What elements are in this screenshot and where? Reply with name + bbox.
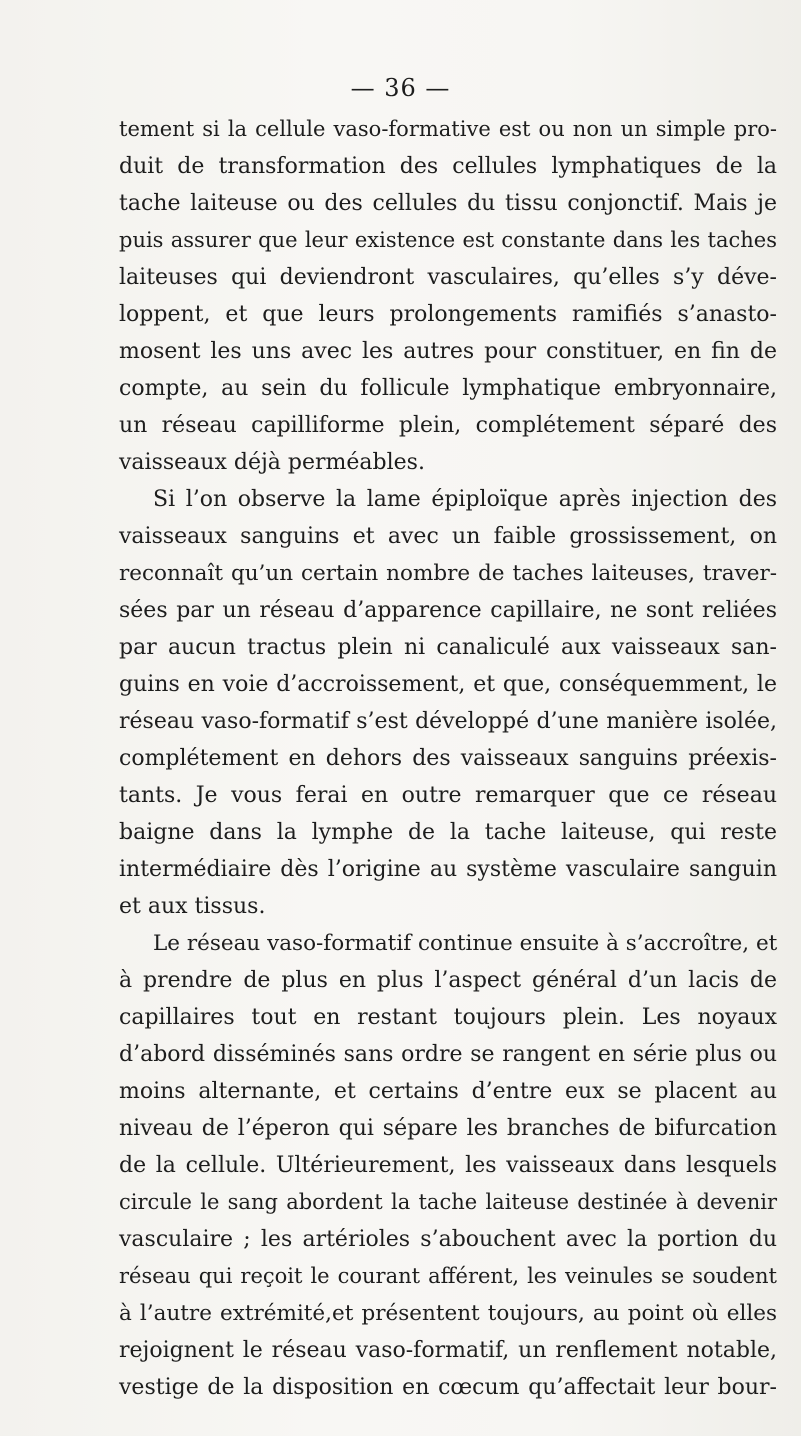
text-line: par aucun tractus plein ni canaliculé aux vaisseaux san-	[119, 635, 777, 660]
text-line: à prendre de plus en plus l’aspect général d’un lacis de	[119, 968, 777, 993]
text-line: de la cellule. Ultérieurement, les vaisseaux dans lesquels	[119, 1153, 777, 1178]
text-line: reconnaît qu’un certain nombre de taches laiteuses, traver-	[119, 561, 777, 586]
text-line: baigne dans la lymphe de la tache laiteuse, qui reste	[119, 820, 777, 845]
text-line: d’abord disséminés sans ordre se rangent en série plus ou	[119, 1042, 777, 1067]
text-line: et aux tissus.	[119, 894, 266, 919]
text-line: complétement en dehors des vaisseaux sanguins préexis-	[119, 746, 777, 771]
text-line: laiteuses qui deviendront vasculaires, qu’elles s’y déve-	[119, 265, 777, 290]
text-line: guins en voie d’accroissement, et que, conséquemment, le	[119, 672, 777, 697]
text-line: Si l’on observe la lame épiploïque après injection des	[153, 487, 777, 512]
text-line: vestige de la disposition en cœcum qu’affectait leur bour-	[119, 1375, 777, 1400]
text-line: tache laiteuse ou des cellules du tissu conjonctif. Mais je	[119, 191, 777, 216]
text-line: tants. Je vous ferai en outre remarquer que ce réseau	[119, 783, 777, 808]
text-line: vaisseaux déjà perméables.	[119, 450, 425, 475]
text-line: loppent, et que leurs prolongements ramifiés s’anasto-	[119, 302, 777, 327]
text-line: mosent les uns avec les autres pour constituer, en fin de	[119, 339, 777, 364]
text-line: compte, au sein du follicule lymphatique embryonnaire,	[119, 376, 777, 401]
text-line: niveau de l’éperon qui sépare les branches de bifurcation	[119, 1116, 777, 1141]
text-line: circule le sang abordent la tache laiteuse destinée à devenir	[119, 1190, 777, 1214]
text-line: rejoignent le réseau vaso-formatif, un renflement notable,	[119, 1338, 777, 1363]
text-line: duit de transformation des cellules lymphatiques de la	[119, 154, 777, 179]
text-line: intermédiaire dès l’origine au système vasculaire sanguin	[119, 857, 777, 882]
text-line: moins alternante, et certains d’entre eux se placent au	[119, 1079, 777, 1104]
page-number: — 36 —	[350, 74, 451, 102]
body-text	[119, 111, 777, 1406]
text-line: sées par un réseau d’apparence capillaire, ne sont reliées	[119, 598, 777, 623]
text-line: réseau vaso-formatif s’est développé d’une manière isolée,	[119, 709, 777, 734]
text-line: réseau qui reçoit le courant afférent, les veinules se soudent	[119, 1264, 777, 1288]
text-line: à l’autre extrémité,et présentent toujours, au point où elles	[119, 1301, 777, 1326]
text-line: capillaires tout en restant toujours plein. Les noyaux	[119, 1005, 777, 1030]
text-line: un réseau capilliforme plein, complétement séparé des	[119, 413, 777, 438]
text-line: puis assurer que leur existence est constante dans les taches	[119, 228, 777, 252]
text-line: Le réseau vaso-formatif continue ensuite à s’accroître, et	[153, 931, 778, 956]
text-line: tement si la cellule vaso-formative est ou non un simple pro-	[119, 117, 777, 141]
text-line: vasculaire ; les artérioles s’abouchent avec la portion du	[119, 1227, 777, 1252]
text-line: vaisseaux sanguins et avec un faible grossissement, on	[119, 524, 777, 549]
